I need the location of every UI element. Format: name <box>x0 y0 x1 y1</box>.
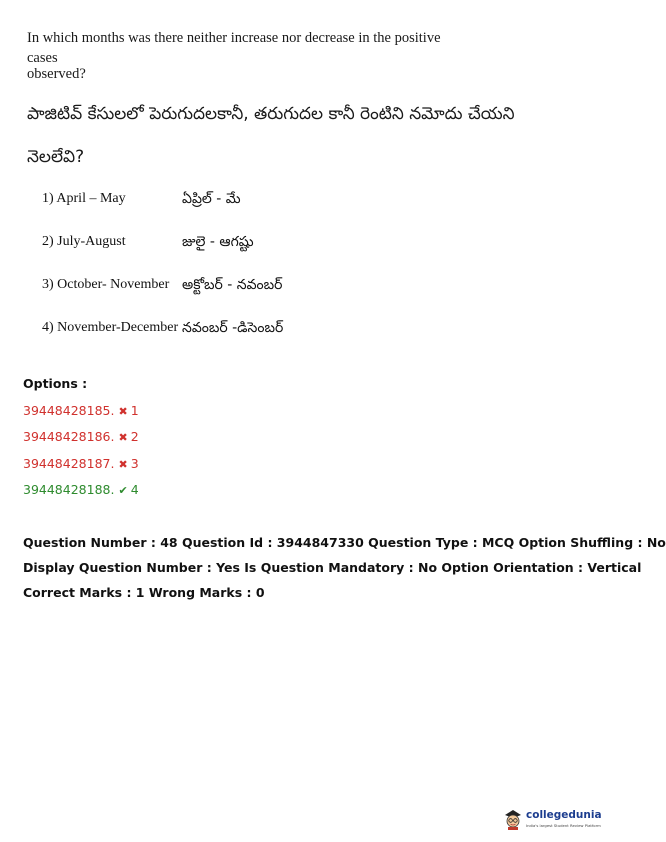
options-heading: Options : <box>23 376 88 391</box>
question-telugu-line2: నెలలేవి? <box>27 147 85 167</box>
choice-row <box>23 403 139 418</box>
question-meta-line2: Display Question Number : Yes Is Question Mandatory : No Option Orientation : Vertical <box>23 560 642 575</box>
choice-id: 39448428186. <box>23 429 115 444</box>
option-english: November-December <box>57 320 179 335</box>
cross-icon: ✖ <box>118 405 128 418</box>
question-english-line1: In which months was there neither increase nor decrease in the positive cases <box>27 30 441 66</box>
option-english: July-August <box>57 234 126 249</box>
option-english: April – May <box>56 191 126 206</box>
choice-value: 1 <box>130 403 139 418</box>
choice-id: 39448428185. <box>23 403 115 418</box>
mascot-icon <box>503 808 523 830</box>
choice-id: 39448428188. <box>23 482 115 497</box>
logo-tagline: India's largest Student Review Platform <box>526 823 601 828</box>
choice-row <box>23 456 139 471</box>
choice-row-correct <box>23 482 139 497</box>
option-number: 1) <box>42 191 54 206</box>
cross-icon: ✖ <box>118 458 128 471</box>
check-icon: ✔ <box>118 484 128 497</box>
choice-row <box>23 429 139 444</box>
option-number: 3) <box>42 277 54 292</box>
question-telugu-line1: పాజిటివ్ కేసులలో పెరుగుదలకానీ, తరుగుదల కానీ రెంటిని నమోదు చేయని <box>27 104 515 124</box>
option-number: 4) <box>42 320 54 335</box>
option-telugu: జులై - ఆగష్టు <box>182 234 254 250</box>
choice-value: 3 <box>130 456 139 471</box>
question-english-line2: observed? <box>27 66 86 82</box>
question-meta-line3: Correct Marks : 1 Wrong Marks : 0 <box>23 585 265 600</box>
collegedunia-logo <box>503 806 602 836</box>
cross-icon: ✖ <box>118 431 128 444</box>
option-telugu: అక్టోబర్ - నవంబర్ <box>182 277 283 293</box>
option-telugu: ఏప్రిల్ - మే <box>182 191 241 207</box>
choice-value: 4 <box>130 482 139 497</box>
option-english: October- November <box>57 277 170 292</box>
choice-id: 39448428187. <box>23 456 115 471</box>
choice-value: 2 <box>130 429 139 444</box>
option-telugu: నవంబర్ -డిసెంబర్ <box>182 320 284 336</box>
question-meta-line1: Question Number : 48 Question Id : 3944847330 Question Type : MCQ Option Shuffling : No <box>23 535 666 550</box>
logo-wordmark: collegedunia <box>526 809 602 821</box>
option-number: 2) <box>42 234 54 249</box>
